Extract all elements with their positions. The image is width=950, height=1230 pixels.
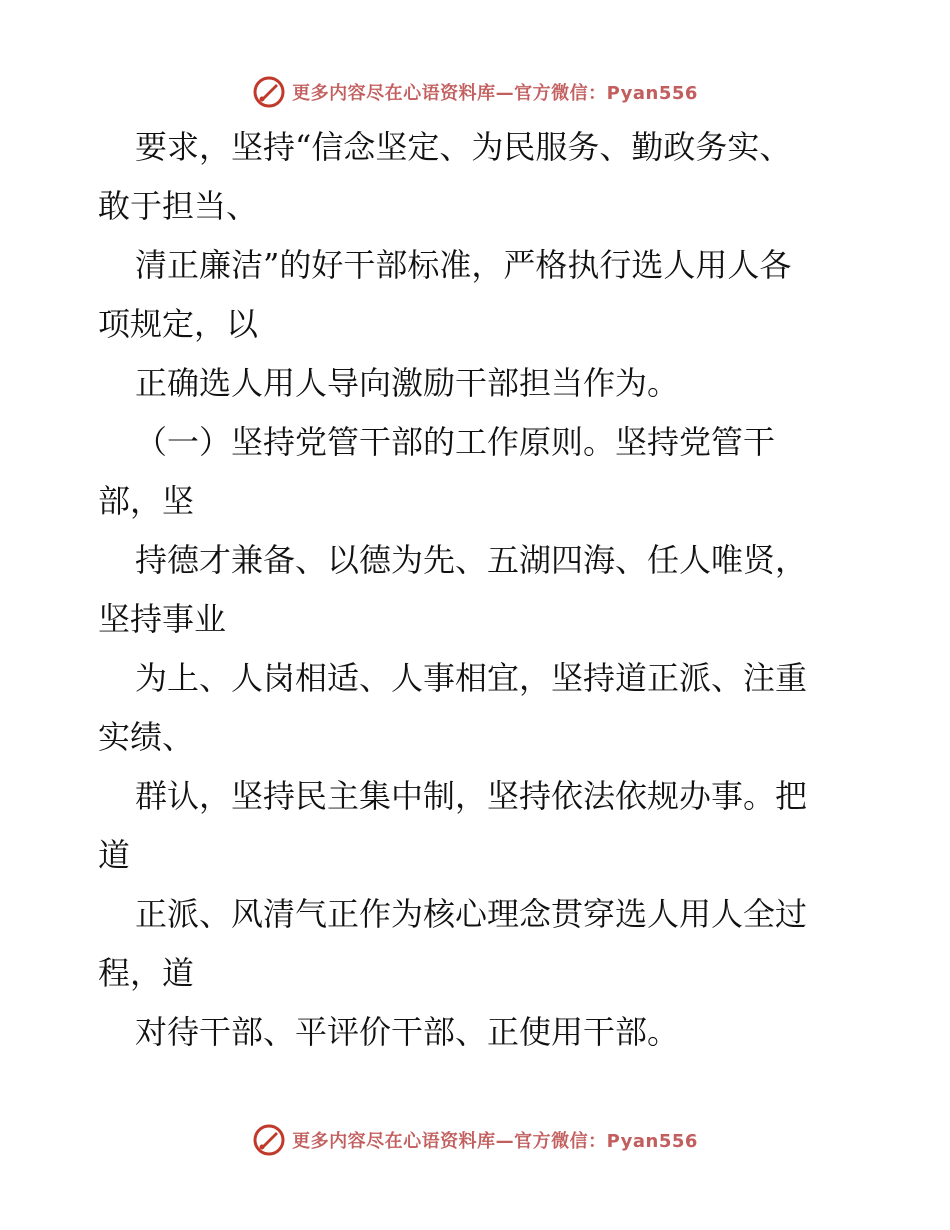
body-line: 实绩、 [98, 718, 195, 756]
body-line: 道 [98, 836, 131, 874]
body-line: 部，坚 [98, 482, 195, 520]
body-text [98, 118, 858, 1062]
body-line: 正派、风清气正作为核心理念贯穿选人用人全过 [135, 895, 808, 933]
footer-watermark-text: 更多内容尽在心语资料库—官方微信：Pyan556 [292, 1131, 698, 1152]
body-line: 坚持事业 [98, 600, 227, 638]
quill-seal-icon [252, 75, 286, 109]
header-watermark-text: 更多内容尽在心语资料库—官方微信：Pyan556 [292, 83, 698, 104]
header-watermark-banner [0, 72, 950, 112]
footer-watermark-banner [0, 1120, 950, 1160]
body-line: 为上、人岗相适、人事相宜，坚持道正派、注重 [135, 659, 808, 697]
body-line: 敢于担当、 [98, 187, 259, 225]
body-line: 项规定，以 [98, 305, 259, 343]
body-line: 清正廉洁”的好干部标准，严格执行选人用人各 [135, 246, 792, 284]
body-line: 群认，坚持民主集中制，坚持依法依规办事。把 [135, 777, 808, 815]
body-line: 正确选人用人导向激励干部担当作为。 [135, 364, 680, 402]
section-heading-line: （一）坚持党管干部的工作原则。坚持党管干 [135, 423, 776, 461]
body-line: 程，道 [98, 954, 195, 992]
body-line: 要求，坚持“信念坚定、为民服务、勤政务实、 [135, 128, 792, 166]
body-line: 对待干部、平评价干部、正使用干部。 [135, 1013, 680, 1051]
body-line: 持德才兼备、以德为先、五湖四海、任人唯贤， [135, 541, 808, 579]
quill-seal-icon [252, 1123, 286, 1157]
